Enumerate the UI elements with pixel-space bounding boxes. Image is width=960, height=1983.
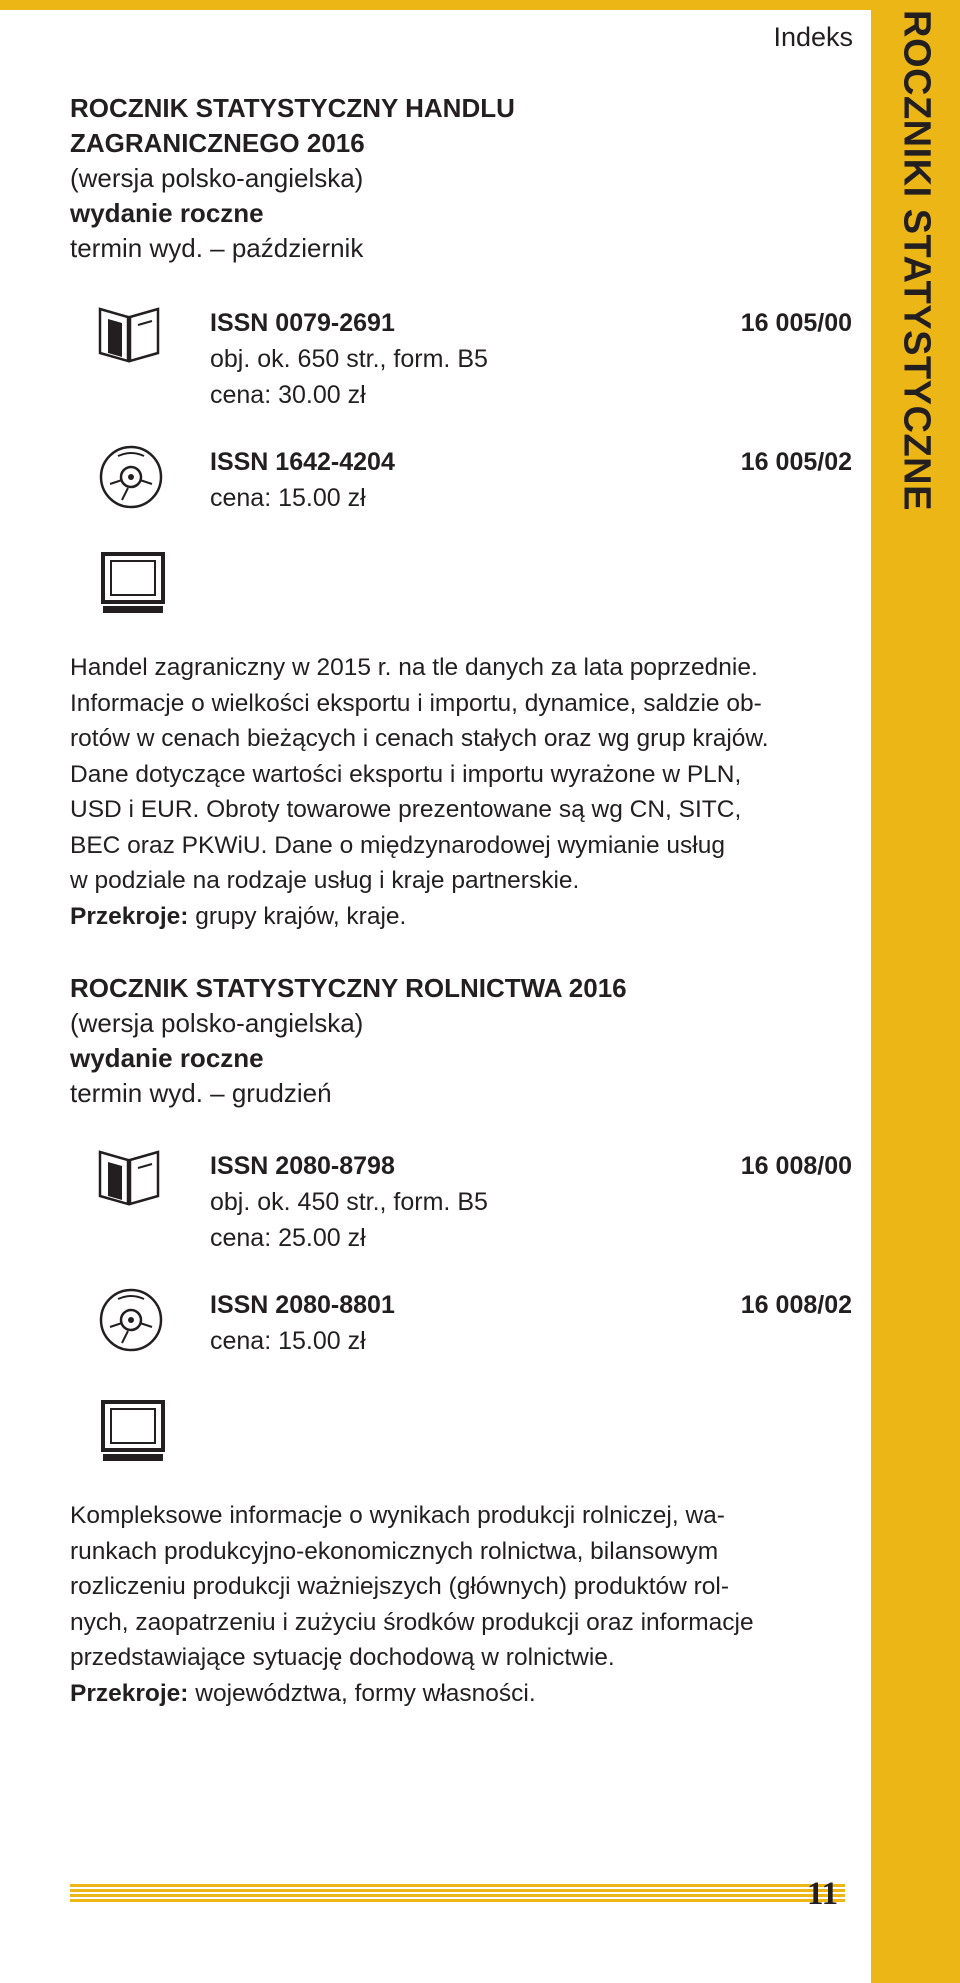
cd-edition-2 — [70, 1287, 852, 1407]
cd-icon — [98, 1287, 164, 1353]
release-date: termin wyd. – grudzień — [70, 1078, 332, 1108]
publication-description-1 — [70, 650, 852, 934]
frequency: wydanie roczne — [70, 1043, 264, 1073]
top-accent-bar — [0, 0, 960, 10]
issn-number: ISSN 0079-2691 — [210, 309, 395, 337]
publication-title: ZAGRANICZNEGO 2016 — [70, 128, 365, 158]
publication-header-1 — [70, 91, 850, 266]
price: cena: 30.00 zł — [210, 381, 366, 409]
footer-stripes — [70, 1884, 845, 1902]
language-version: (wersja polsko-angielska) — [70, 1008, 364, 1038]
page-number: 11 — [807, 1876, 839, 1912]
description-line: BEC oraz PKWiU. Dane o międzynarodowej wymianie usług — [70, 831, 725, 859]
issn-number: ISSN 2080-8801 — [210, 1291, 395, 1319]
description-line: rotów w cenach bieżących i cenach stałych oraz wg grup krajów. — [70, 725, 769, 752]
print-edition-2 — [70, 1148, 852, 1268]
publication-title: ROCZNIK STATYSTYCZNY ROLNICTWA 2016 — [70, 973, 627, 1003]
publication-title: ROCZNIK STATYSTYCZNY HANDLU — [70, 93, 515, 123]
monitor-icon — [98, 551, 168, 617]
price: cena: 25.00 zł — [210, 1224, 366, 1252]
issn-number: ISSN 2080-8798 — [210, 1152, 395, 1180]
catalog-code: 16 005/02 — [740, 448, 852, 476]
book-icon — [94, 1148, 164, 1206]
sections-value: województwa, formy własności. — [188, 1679, 536, 1707]
page-count: obj. ok. 450 str., form. B5 — [210, 1188, 488, 1216]
description-line: w podziale na rodzaje usług i kraje partnerskie. — [70, 867, 580, 894]
description-line: rozliczeniu produkcji ważniejszych (głównych) produktów rol- — [70, 1573, 730, 1600]
description-line: Kompleksowe informacje o wynikach produkcji rolniczej, wa- — [70, 1502, 725, 1529]
catalog-code: 16 008/00 — [740, 1152, 852, 1180]
page-count: obj. ok. 650 str., form. B5 — [210, 345, 488, 373]
description-line: nych, zaopatrzeniu i zużyciu środków produkcji oraz informacje — [70, 1608, 754, 1636]
monitor-icon — [98, 1399, 168, 1465]
side-tab-label: ROCZNIKI STATYSTYCZNE — [895, 10, 938, 511]
sections-line — [70, 899, 852, 935]
description-line: USD i EUR. Obroty towarowe prezentowane są wg CN, SITC, — [70, 796, 742, 823]
price: cena: 15.00 zł — [210, 1327, 366, 1355]
release-date: termin wyd. – październik — [70, 233, 364, 263]
frequency: wydanie roczne — [70, 198, 264, 228]
price: cena: 15.00 zł — [210, 484, 366, 512]
sections-label: Przekroje: — [70, 902, 189, 930]
sections-line — [70, 1676, 852, 1712]
book-icon — [94, 305, 164, 363]
description-line: przedstawiające sytuację dochodową w rolnictwie. — [70, 1644, 615, 1671]
sections-label: Przekroje: — [70, 1679, 189, 1707]
language-version: (wersja polsko-angielska) — [70, 163, 364, 193]
description-line: Dane dotyczące wartości eksportu i importu wyrażone w PLN, — [70, 760, 742, 788]
print-edition-1 — [70, 305, 852, 425]
cd-icon — [98, 444, 164, 510]
catalog-code: 16 008/02 — [740, 1291, 852, 1319]
index-label: Indeks — [773, 22, 853, 52]
catalog-code: 16 005/00 — [740, 309, 852, 337]
sections-value: grupy krajów, kraje. — [188, 902, 407, 930]
description-line: Informacje o wielkości eksportu i importu, dynamice, saldzie ob- — [70, 689, 762, 717]
issn-number: ISSN 1642-4204 — [210, 448, 395, 476]
publication-description-2 — [70, 1498, 852, 1711]
publication-header-2 — [70, 971, 850, 1111]
description-line: Handel zagraniczny w 2015 r. na tle danych za lata poprzednie. — [70, 654, 758, 681]
cd-edition-1 — [70, 444, 852, 564]
description-line: runkach produkcyjno-ekonomicznych rolnictwa, bilansowym — [70, 1537, 719, 1565]
